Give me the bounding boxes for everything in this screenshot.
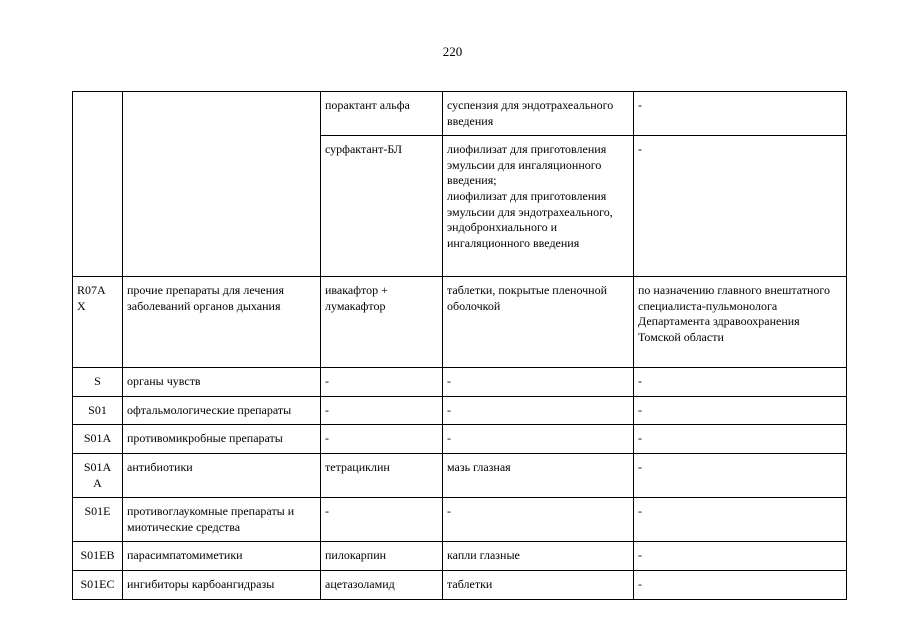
form-cell xyxy=(443,425,634,454)
drug-name: порактант альфа xyxy=(325,98,410,112)
drug-name: - xyxy=(325,402,329,417)
note-cell xyxy=(634,498,847,542)
drug-name: - xyxy=(325,504,329,519)
form-cell xyxy=(443,542,634,571)
drug-cell xyxy=(321,92,443,136)
note: - xyxy=(638,459,642,474)
form-cell xyxy=(443,368,634,397)
note-cell xyxy=(634,570,847,599)
dosage-form: - xyxy=(447,431,451,446)
form-cell xyxy=(443,136,634,277)
atc-code: S01EB xyxy=(80,548,115,563)
group-cell xyxy=(123,92,321,277)
atc-code: S01EC xyxy=(80,576,115,591)
table-row xyxy=(73,92,847,136)
atc-code-cell xyxy=(73,542,123,571)
form-cell xyxy=(443,498,634,542)
table-row xyxy=(73,277,847,368)
note-cell xyxy=(634,396,847,425)
note-cell xyxy=(634,368,847,397)
group-cell xyxy=(123,570,321,599)
note: - xyxy=(638,504,642,519)
note-cell xyxy=(634,92,847,136)
drug-cell xyxy=(321,368,443,397)
form-cell xyxy=(443,92,634,136)
page-number: 220 xyxy=(442,44,463,59)
drug-cell xyxy=(321,396,443,425)
note: - xyxy=(638,431,642,446)
group-cell xyxy=(123,498,321,542)
note: - xyxy=(638,142,642,157)
note-cell xyxy=(634,453,847,497)
note: - xyxy=(638,402,642,417)
group-name: парасимпатомиметики xyxy=(127,548,243,563)
dosage-form: таблетки xyxy=(447,576,493,591)
dosage-form: суспензия для эндотрахеального введения xyxy=(447,98,614,128)
atc-code-cell xyxy=(73,368,123,397)
drug-cell xyxy=(321,542,443,571)
atc-code-cell xyxy=(73,425,123,454)
form-cell xyxy=(443,570,634,599)
group-name: офтальмологические препараты xyxy=(127,402,292,417)
drug-cell xyxy=(321,453,443,497)
atc-code-cell xyxy=(73,570,123,599)
atc-code-cell xyxy=(73,396,123,425)
table-row xyxy=(73,368,847,397)
atc-code-cell xyxy=(73,92,123,277)
dosage-form: - xyxy=(447,374,451,389)
drug-cell xyxy=(321,136,443,277)
atc-code: R07A X xyxy=(77,283,106,313)
note-cell xyxy=(634,425,847,454)
atc-code: S01E xyxy=(84,504,111,519)
atc-code: S xyxy=(94,374,101,389)
group-name: прочие препараты для лечения заболеваний органов дыхания xyxy=(127,283,285,313)
note: по назначению главного внештатного специалиста-пульмонолога Департамента здравоохранения Томской области xyxy=(638,283,831,344)
table-row xyxy=(73,570,847,599)
drug-name: тетрациклин xyxy=(325,459,390,474)
dosage-form: мазь глазная xyxy=(447,459,511,474)
form-cell xyxy=(443,396,634,425)
table-row xyxy=(73,498,847,542)
group-name: ингибиторы карбоангидразы xyxy=(127,576,275,591)
drug-name: пилокарпин xyxy=(325,548,387,563)
drug-name: - xyxy=(325,431,329,446)
group-name: органы чувств xyxy=(127,374,201,389)
drug-name: - xyxy=(325,374,329,389)
drug-name: ивакафтор + лумакафтор xyxy=(325,283,388,313)
table-row xyxy=(73,396,847,425)
group-name: противоглаукомные препараты и миотические средства xyxy=(127,504,295,534)
group-cell xyxy=(123,277,321,368)
drug-cell xyxy=(321,570,443,599)
dosage-form: лиофилизат для приготовления эмульсии для ингаляционного введения; лиофилизат для приготовления эмульсии для эндотрахеального, эндобронхиального и ингаляционного введения xyxy=(447,142,613,250)
atc-code-cell xyxy=(73,498,123,542)
note: - xyxy=(638,548,642,563)
table-row xyxy=(73,542,847,571)
group-cell xyxy=(123,453,321,497)
note: - xyxy=(638,98,642,112)
group-cell xyxy=(123,542,321,571)
dosage-form: - xyxy=(447,402,451,417)
drug-cell xyxy=(321,498,443,542)
note-cell xyxy=(634,136,847,277)
note-cell xyxy=(634,277,847,368)
atc-code: S01A A xyxy=(83,459,112,490)
drug-cell xyxy=(321,277,443,368)
group-cell xyxy=(123,396,321,425)
table-row xyxy=(73,425,847,454)
drug-name: сурфактант-БЛ xyxy=(325,142,403,157)
drug-name: ацетазоламид xyxy=(325,576,395,591)
form-cell xyxy=(443,453,634,497)
table-row xyxy=(73,453,847,497)
drug-cell xyxy=(321,425,443,454)
dosage-form: капли глазные xyxy=(447,548,520,563)
dosage-form: таблетки, покрытые пленочной оболочкой xyxy=(447,283,608,313)
note: - xyxy=(638,374,642,389)
note-cell xyxy=(634,542,847,571)
atc-code: S01A xyxy=(83,431,112,446)
atc-code: S01 xyxy=(88,402,107,417)
group-name: противомикробные препараты xyxy=(127,431,283,446)
group-name: антибиотики xyxy=(127,459,193,474)
group-cell xyxy=(123,425,321,454)
form-cell xyxy=(443,277,634,368)
dosage-form: - xyxy=(447,504,451,519)
note: - xyxy=(638,576,642,591)
drug-table xyxy=(72,91,847,600)
atc-code-cell xyxy=(73,453,123,497)
atc-code-cell xyxy=(73,277,123,368)
group-cell xyxy=(123,368,321,397)
